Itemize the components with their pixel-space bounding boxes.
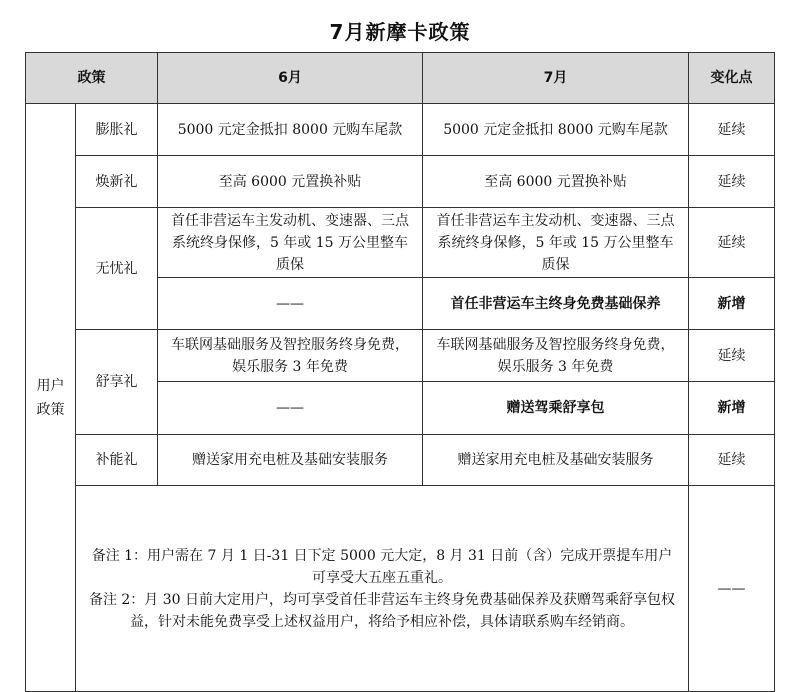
worryfree-june: 首任非营运车主发动机、变速器、三点系统终身保修，5 年或 15 万公里整车质保 <box>158 208 423 278</box>
table-row <box>26 435 775 486</box>
enjoy-july: 车联网基础服务及智控服务终身免费，娱乐服务 3 年免费 <box>423 330 689 382</box>
header-change: 变化点 <box>689 53 775 104</box>
row-name-worryfree: 无忧礼 <box>76 208 158 330</box>
policy-table <box>25 52 775 692</box>
table-row <box>26 156 775 208</box>
note-1: 备注 1：用户需在 7 月 1 日-31 日下定 5000 元大定，8 月 31 日前（含）完成开票提车用户可享受大五座五重礼。 <box>91 547 673 586</box>
header-july: 7月 <box>423 53 689 104</box>
row-name-renewal: 焕新礼 <box>76 156 158 208</box>
table-row <box>26 104 775 156</box>
category-line-2: 政策 <box>36 401 65 418</box>
page-title: 7月新摩卡政策 <box>329 20 471 44</box>
header-policy: 政策 <box>26 53 158 104</box>
worryfree-change: 延续 <box>689 208 775 278</box>
worryfree-new-june: —— <box>158 278 423 330</box>
notes-change: —— <box>689 486 775 692</box>
charging-change: 延续 <box>689 435 775 486</box>
expansion-july: 5000 元定金抵扣 8000 元购车尾款 <box>423 104 689 156</box>
charging-june: 赠送家用充电桩及基础安装服务 <box>158 435 423 486</box>
worryfree-new-change: 新增 <box>689 278 775 330</box>
category-cell <box>26 104 76 692</box>
row-name-charging: 补能礼 <box>76 435 158 486</box>
charging-july: 赠送家用充电桩及基础安装服务 <box>423 435 689 486</box>
enjoy-new-july: 赠送驾乘舒享包 <box>423 382 689 435</box>
renewal-june: 至高 6000 元置换补贴 <box>158 156 423 208</box>
notes-row <box>26 486 775 692</box>
enjoy-new-change: 新增 <box>689 382 775 435</box>
row-name-expansion: 膨胀礼 <box>76 104 158 156</box>
table-row <box>26 208 775 278</box>
renewal-july: 至高 6000 元置换补贴 <box>423 156 689 208</box>
enjoy-new-june: —— <box>158 382 423 435</box>
renewal-change: 延续 <box>689 156 775 208</box>
worryfree-july: 首任非营运车主发动机、变速器、三点系统终身保修，5 年或 15 万公里整车质保 <box>423 208 689 278</box>
table-row <box>26 330 775 382</box>
header-june: 6月 <box>158 53 423 104</box>
note-2: 备注 2：月 30 日前大定用户，均可享受首任非营运车主终身免费基础保养及获赠驾乘舒享包权益，针对未能免费享受上述权益用户，将给予相应补偿，具体请联系购车经销商。 <box>88 591 676 630</box>
notes-cell <box>76 486 689 692</box>
enjoy-change: 延续 <box>689 330 775 382</box>
worryfree-new-july: 首任非营运车主终身免费基础保养 <box>423 278 689 330</box>
category-line-1: 用户 <box>36 377 65 394</box>
row-name-enjoy: 舒享礼 <box>76 330 158 435</box>
expansion-june: 5000 元定金抵扣 8000 元购车尾款 <box>158 104 423 156</box>
enjoy-june: 车联网基础服务及智控服务终身免费，娱乐服务 3 年免费 <box>158 330 423 382</box>
header-row <box>26 53 775 104</box>
expansion-change: 延续 <box>689 104 775 156</box>
